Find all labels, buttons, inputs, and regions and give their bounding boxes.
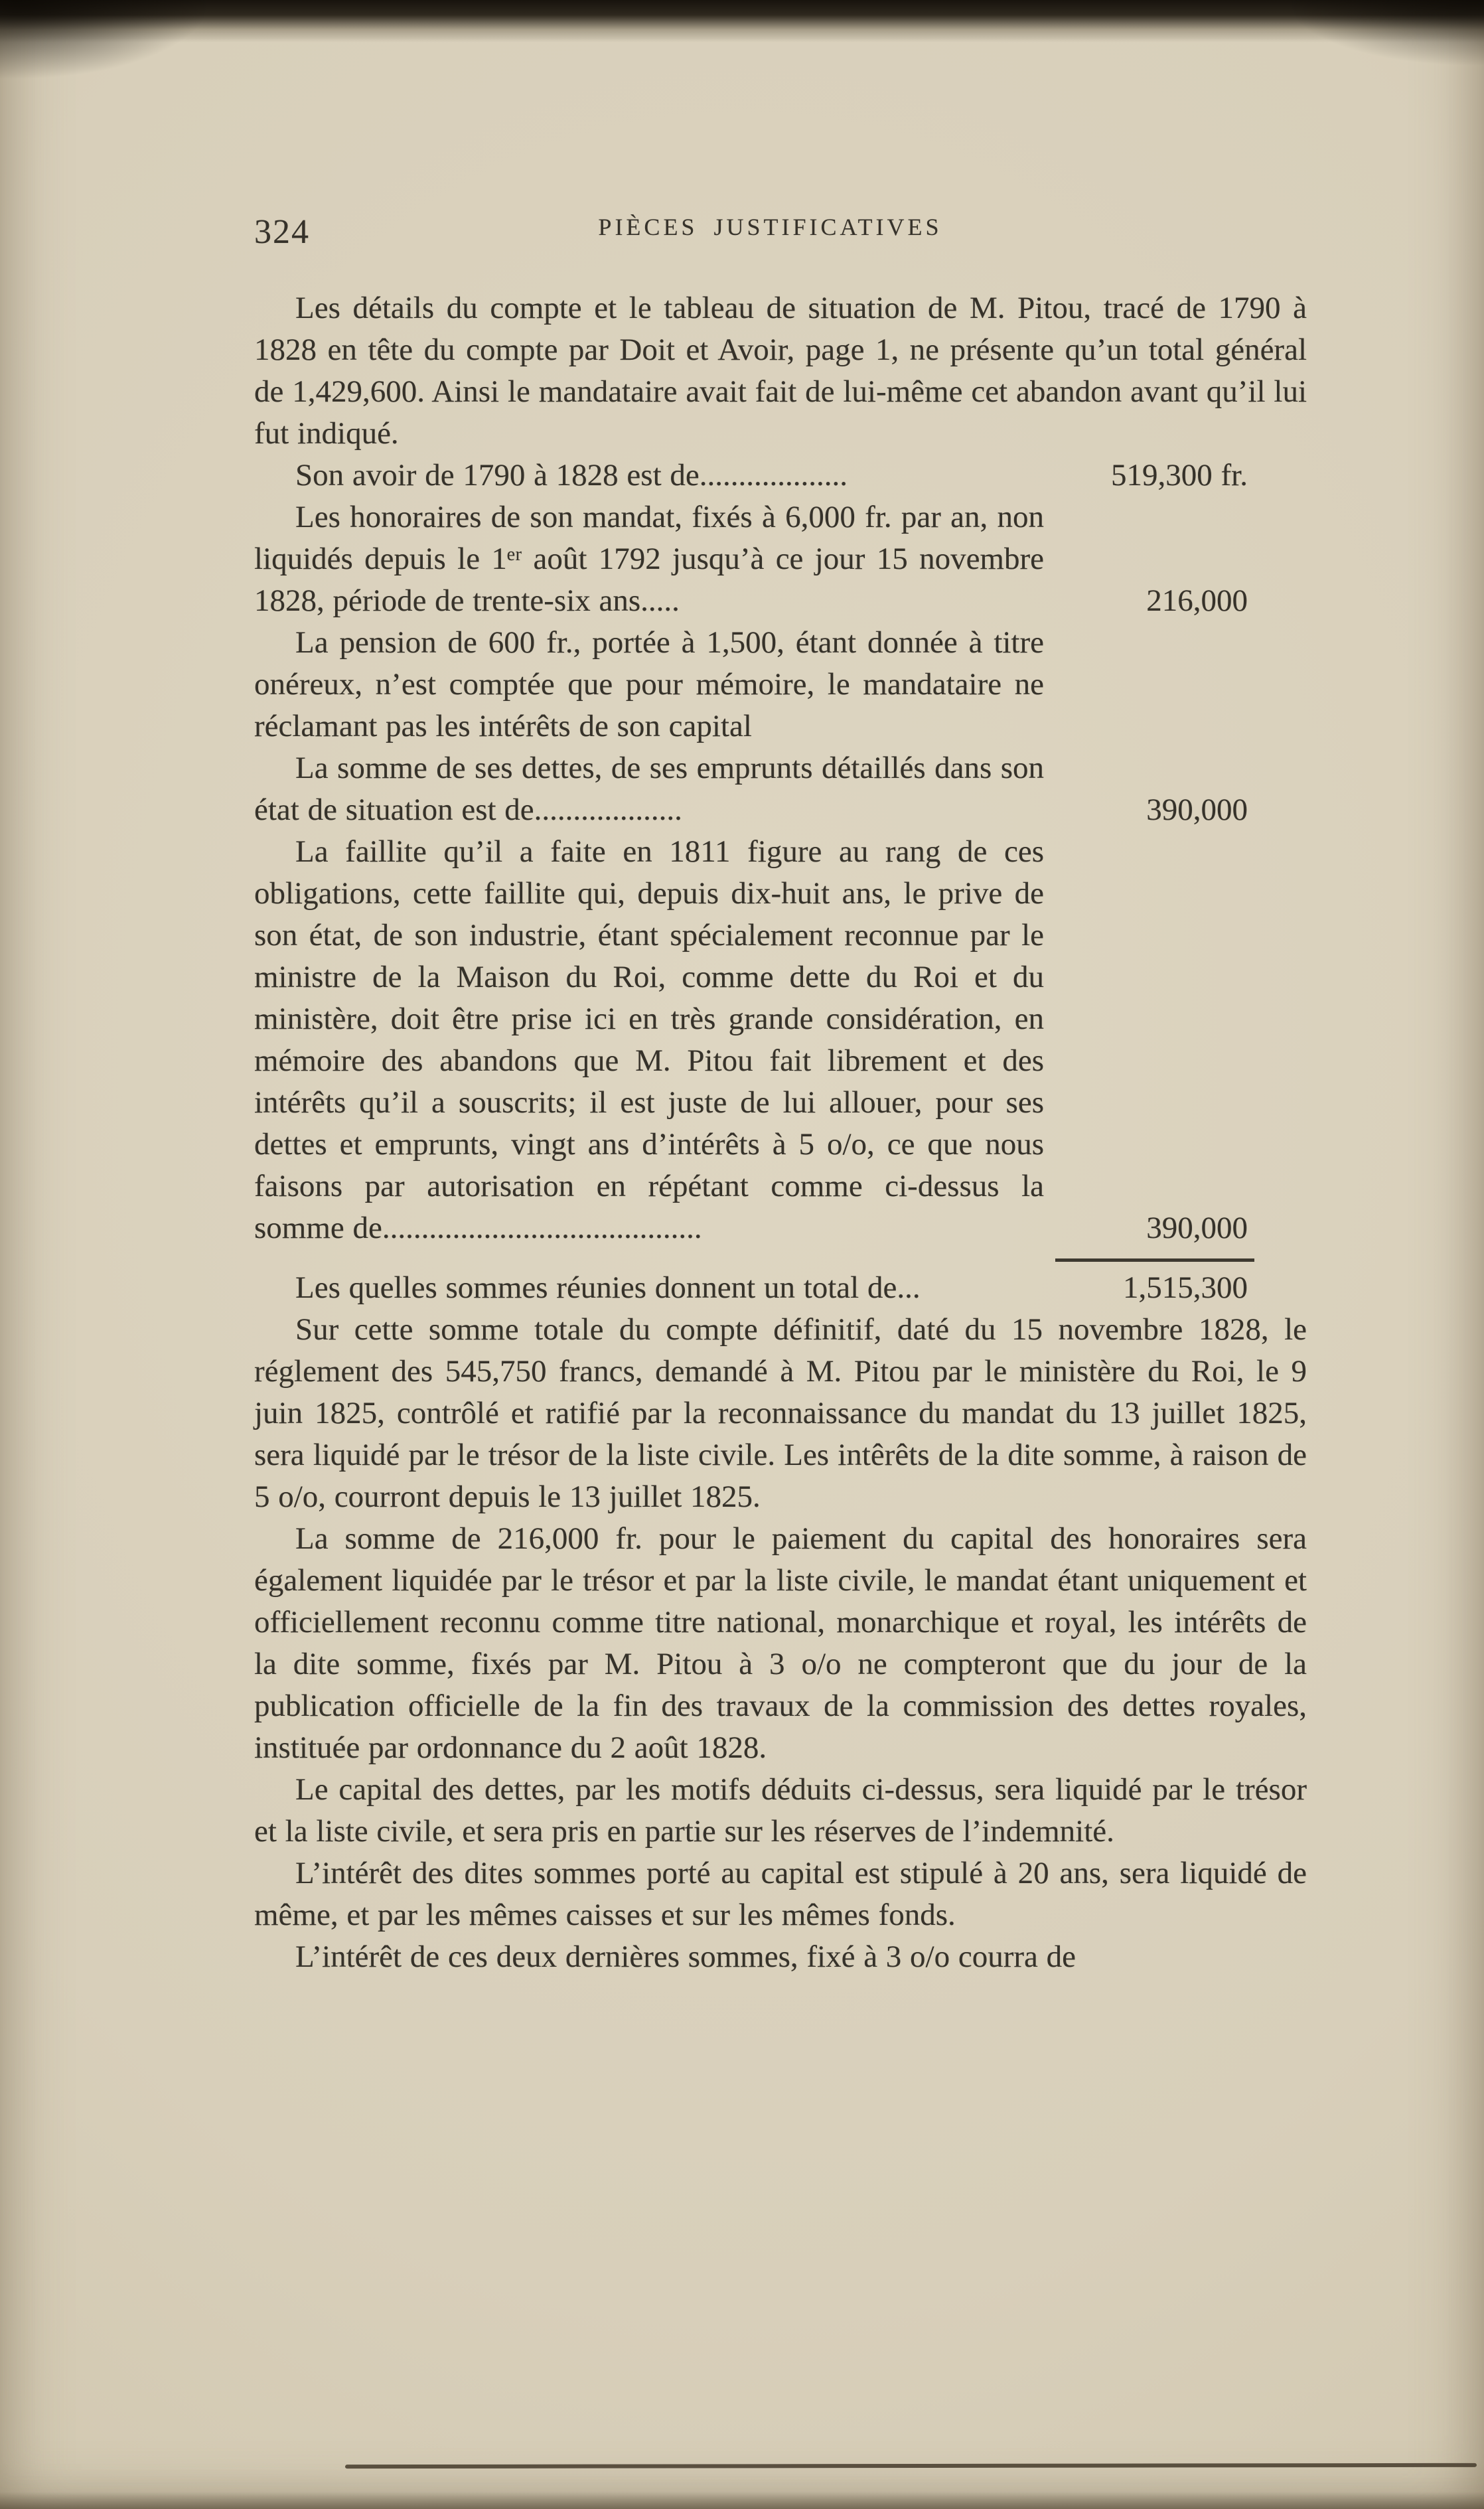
- total-line-amount: 1,515,300: [1123, 1270, 1248, 1305]
- ledger-entry-text: La faillite qu’il a faite en 1811 figure au rang de ces obligations, cette faillite qui, depuis dix-huit ans, le prive de son état, de son industrie, étant spécialement reconnue par le ministre de la Maison du Roi, comme dette du Roi et du ministère, doit être prise ici en très grande considération, en mémoire des abandons que M. Pitou fait librement et des intérêts qu’il a souscrits; il est juste de lui allouer, pour ses dettes et emprunts, vingt ans d’intérêts à 5 o/o, ce que nous faisons par autorisation en répétant comme ci-dessus la somme de.........................................: [254, 834, 1044, 1245]
- paragraph: Le capital des dettes, par les motifs déduits ci-dessus, sera liquidé par le trésor et la liste civile, et sera pris en partie sur les réserves de l’indemnité.: [254, 1772, 1307, 1849]
- ledger-entry-amount: 390,000: [1146, 1211, 1248, 1245]
- total-line: [254, 1267, 1248, 1309]
- running-header: PIÈCES JUSTIFICATIVES: [598, 214, 942, 240]
- paragraph-intro: Les détails du compte et le tableau de situation de M. Pitou, tracé de 1790 à 1828 en tête du compte par Doit et Avoir, page 1, ne présente qu’un total général de 1,429,600. Ainsi le mandataire avait fait de lui-même cet abandon avant qu’il lui fut indiqué.: [254, 291, 1307, 451]
- scan-corner-top-left: [0, 0, 212, 80]
- ledger-entry-text: La somme de ses dettes, de ses emprunts détaillés dans son état de situation est de...................: [254, 751, 1044, 827]
- ledger-entry-text: Les honoraires de son mandat, fixés à 6,000 fr. par an, non liquidés depuis le 1ᵉʳ août 1792 jusqu’à ce jour 15 novembre 1828, période de trente-six ans.....: [254, 500, 1044, 618]
- total-line-text: Les quelles sommes réunies donnent un total de...: [295, 1270, 921, 1305]
- paragraph: Sur cette somme totale du compte définitif, daté du 15 novembre 1828, le réglement des 545,750 francs, demandé à M. Pitou par le ministère du Roi, le 9 juin 1825, contrôlé et ratifié par la reconnaissance du mandat du 13 juillet 1825, sera liquidé par le trésor de la liste civile. Les intêrêts de la dite somme, à raison de 5 o/o, courront depuis le 13 juillet 1825.: [254, 1312, 1307, 1514]
- page-number: 324: [254, 213, 310, 251]
- paragraph: L’intérêt des dites sommes porté au capital est stipulé à 20 ans, sera liquidé de même, et par les mêmes caisses et sur les mêmes fonds.: [254, 1856, 1307, 1932]
- paragraph: L’intérêt de ces deux dernières sommes, fixé à 3 o/o courra de: [295, 1939, 1076, 1974]
- ledger-entry: [254, 622, 1044, 747]
- ledger-entry-amount: 216,000: [1146, 583, 1248, 618]
- page-content: [254, 211, 1307, 1978]
- ledger-entry: [254, 455, 1248, 496]
- ledger-entry-amount: 390,000: [1146, 793, 1248, 827]
- ledger-entry: [254, 831, 1248, 1249]
- scan-top-edge: [0, 0, 1484, 42]
- scan-bottom-line: [345, 2463, 1477, 2469]
- ledger-entry-amount: 519,300 fr.: [1111, 458, 1248, 493]
- ledger-entry: [254, 496, 1248, 622]
- ledger-entry: [254, 747, 1248, 831]
- scan-bottom-edge: [0, 2492, 1484, 2509]
- scan-corner-top-right: [1285, 0, 1484, 66]
- ledger-entry-text: Son avoir de 1790 à 1828 est de...................: [295, 458, 848, 493]
- sum-rule: [1055, 1258, 1254, 1262]
- paragraph: La somme de 216,000 fr. pour le paiement du capital des honoraires sera également liquidée par le trésor et par la liste civile, le mandat étant uniquement et officiellement reconnu comme titre national, monarchique et royal, les intérêts de la dite somme, fixés par M. Pitou à 3 o/o ne compteront que du jour de la publication officielle de la fin des travaux de la commission des dettes royales, instituée par ordonnance du 2 août 1828.: [254, 1521, 1307, 1765]
- page-header: [254, 211, 1307, 251]
- ledger-entry-text: La pension de 600 fr., portée à 1,500, étant donnée à titre onéreux, n’est comptée que pour mémoire, le mandataire ne réclamant pas les intérêts de son capital: [254, 625, 1044, 743]
